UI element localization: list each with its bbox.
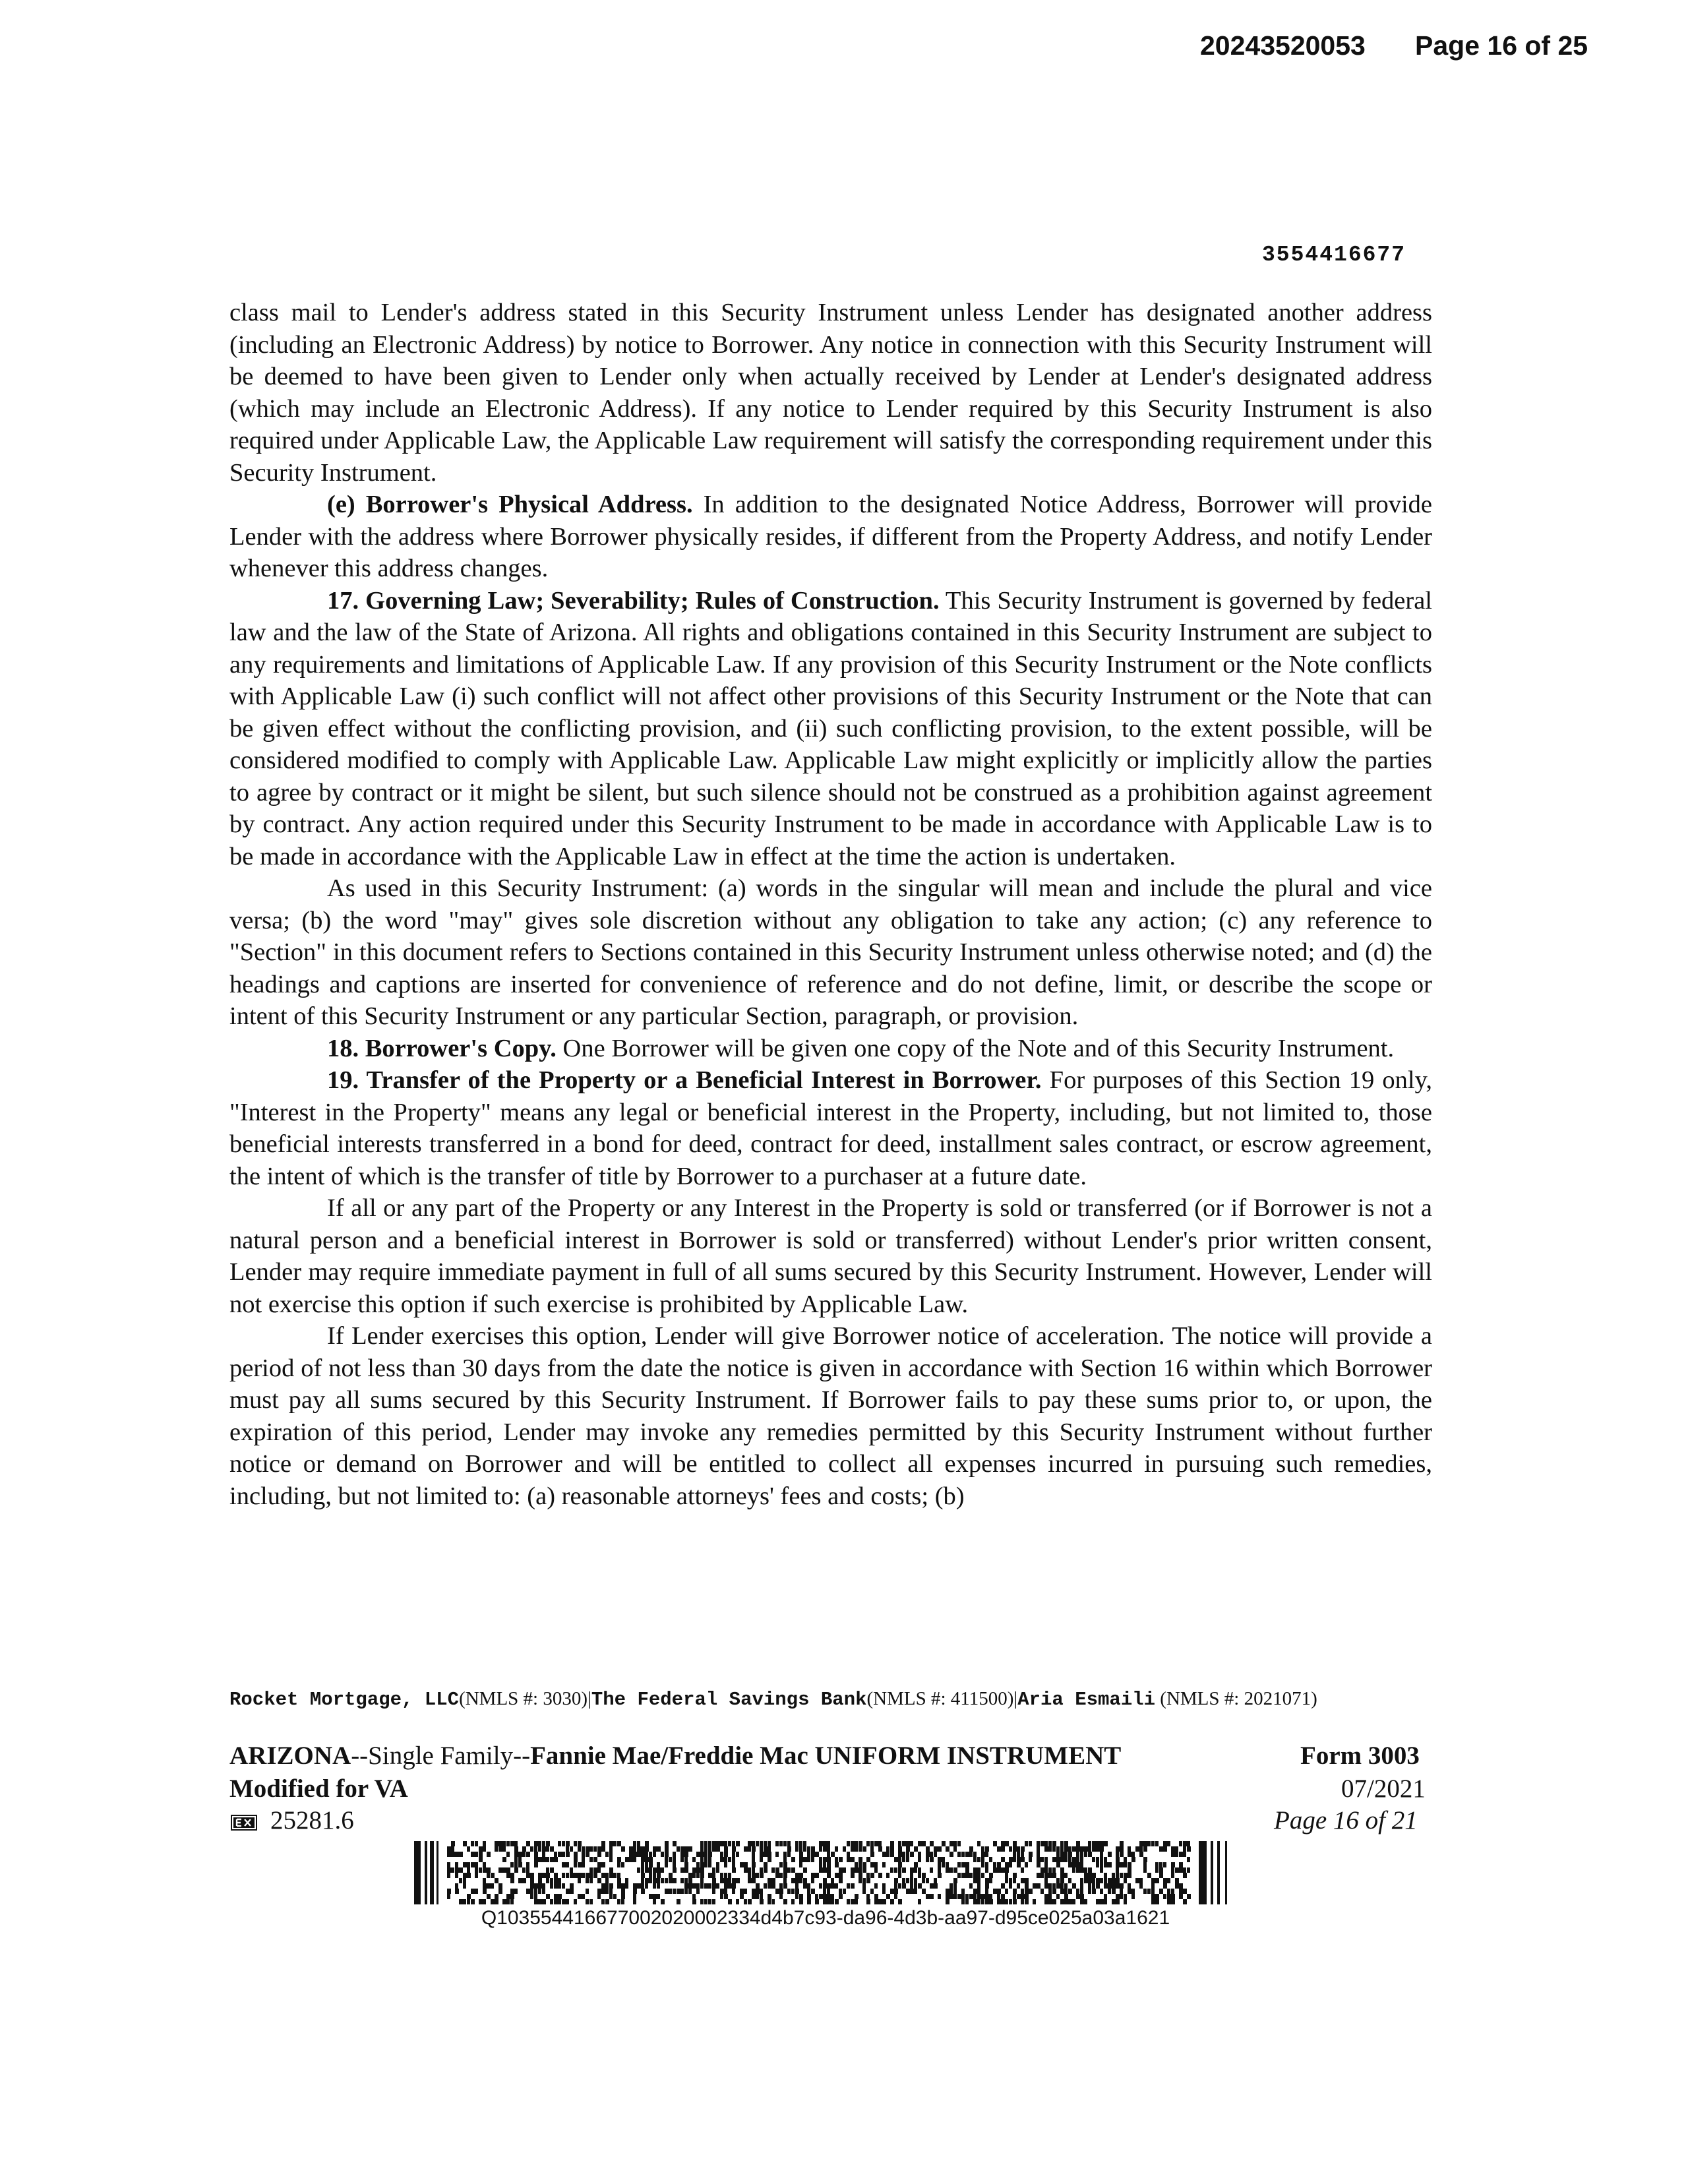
paragraph-text: For purposes of this Section 19 only, "Interest in the Property" means any legal or beneficial interest in the Property, including, but not limited to, those beneficial interests transferred in a bond for deed, contract for deed, installment sales contract, or escrow agreement, the intent of which is the transfer of title by Borrower to a purchaser at a future date. [229, 1066, 1432, 1190]
paragraph-text: If Lender exercises this option, Lender will give Borrower notice of acceleration. The notice will provide a period of not less than 30 days from the date the notice is given in accordance with Section 16 within which Borrower must pay all sums secured by this Security Instrument. If Borrower fails to pay these sums prior to, or upon, the expiration of this period, Lender may invoke any remedies permitted by this Security Instrument without further notice or demand on Borrower and will be entitled to collect all expenses incurred in pursuing such remedies, including, but not limited to: (a) reasonable attorneys' fees and costs; (b) [229, 1322, 1432, 1510]
paragraph-text: This Security Instrument is governed by federal law and the law of the State of Arizona. All rights and obligations contained in this Security Instrument are subject to any requirements and limitations of Applicable Law. If any provision of this Security Instrument or the Note conflicts with Applicable Law (i) such conflict will not affect other provisions of this Security Instrument or the Note that can be given effect without the conflicting provision, and (ii) such conflicting provision, to the extent possible, will be considered modified to comply with Applicable Law. Applicable Law might explicitly or implicitly allow the parties to agree by contract or it might be silent, but such silence should not be construed as a prohibition against agreement by contract. Any action required under this Security Instrument to be made in accordance with Applicable Law is to be made in accordance with the Applicable Law in effect at the time the action is undertaken. [229, 586, 1432, 870]
lender-name: Rocket Mortgage, LLC [229, 1689, 460, 1711]
lender-info [229, 1687, 1432, 1712]
paragraph [229, 1192, 1432, 1320]
paragraph-text: If all or any part of the Property or any Interest in the Property is sold or transferred (or if Borrower is not a natural person and a beneficial interest in Borrower is sold or transferred) without Lender's prior written consent, Lender may require immediate payment in full of all sums secured by this Security Instrument. However, Lender will not exercise this option if such exercise is prohibited by Applicable Law. [229, 1194, 1432, 1318]
originator-nmls: (NMLS #: 2021071) [1160, 1688, 1317, 1709]
paragraph [229, 1033, 1432, 1065]
lender-nmls: (NMLS #: 411500) [866, 1688, 1014, 1709]
paragraph [229, 297, 1432, 489]
form-page: Page 16 of 21 [1274, 1806, 1418, 1835]
originator-name: Aria Esmaili [1017, 1689, 1156, 1711]
document-body [229, 297, 1432, 1512]
document-number: 20243520053 [1200, 30, 1366, 61]
lender-nmls: (NMLS #: 3030) [459, 1688, 588, 1709]
paragraph [229, 872, 1432, 1033]
barcode-text: Q103554416677002020002334d4b7c93-da96-4d3b-aa97-d95ce025a03a1621 [481, 1907, 1170, 1929]
paragraph-heading: (e) Borrower's Physical Address. [327, 491, 693, 518]
form-date: 07/2021 [1341, 1774, 1426, 1803]
paragraph [229, 1064, 1432, 1192]
ellie-mae-icon [231, 1815, 257, 1831]
paragraph-heading: 17. Governing Law; Severability; Rules of Construction. [327, 586, 940, 615]
separator: | [1013, 1688, 1018, 1709]
paragraph [229, 489, 1432, 585]
paragraph-text: As used in this Security Instrument: (a) words in the singular will mean and include the plural and vice versa; (b) the word "may" gives sole discretion without any obligation to take any action; (c) any reference to "Section" in this document refers to Sections contained in this Security Instrument unless otherwise noted; and (d) the headings and captions are inserted for convenience of reference and do not define, limit, or describe the scope or intent of this Security Instrument or any particular Section, paragraph, or provision. [229, 874, 1432, 1030]
paragraph-text: class mail to Lender's address stated in this Security Instrument unless Lender has designated another address (including an Electronic Address) by notice to Borrower. Any notice in connection with this Security Instrument will be deemed to have been given to Lender only when actually received by Lender at Lender's designated address (which may include an Electronic Address). If any notice to Lender required by this Security Instrument is also required under Applicable Law, the Applicable Law requirement will satisfy the corresponding requirement under this Security Instrument. [229, 299, 1432, 487]
paragraph [229, 585, 1432, 873]
paragraph-heading: 19. Transfer of the Property or a Beneficial Interest in Borrower. [327, 1066, 1042, 1094]
paragraph-heading: 18. Borrower's Copy. [327, 1034, 557, 1062]
barcode [414, 1841, 1237, 1904]
paragraph-text: In addition to the designated Notice Address, Borrower will provide Lender with the address where Borrower physically resides, if different from the Property Address, and notify Lender whenever this address changes. [229, 491, 1433, 582]
form-instrument: Fannie Mae/Freddie Mac UNIFORM INSTRUMENT [530, 1742, 1122, 1770]
form-type: --Single Family-- [351, 1742, 531, 1770]
form-number: Form 3003 [1300, 1742, 1420, 1770]
form-code [231, 1805, 354, 1835]
form-code-number: 25281.6 [270, 1806, 354, 1835]
form-title [229, 1741, 1121, 1771]
paragraph [229, 1320, 1432, 1512]
loan-number: 3554416677 [1262, 243, 1406, 267]
page-indicator: Page 16 of 25 [1415, 30, 1588, 61]
form-modified: Modified for VA [229, 1774, 408, 1803]
separator: | [588, 1688, 591, 1709]
paragraph-text: One Borrower will be given one copy of the Note and of this Security Instrument. [556, 1034, 1395, 1062]
state-name: ARIZONA [229, 1742, 351, 1770]
lender-name: The Federal Savings Bank [591, 1689, 867, 1711]
